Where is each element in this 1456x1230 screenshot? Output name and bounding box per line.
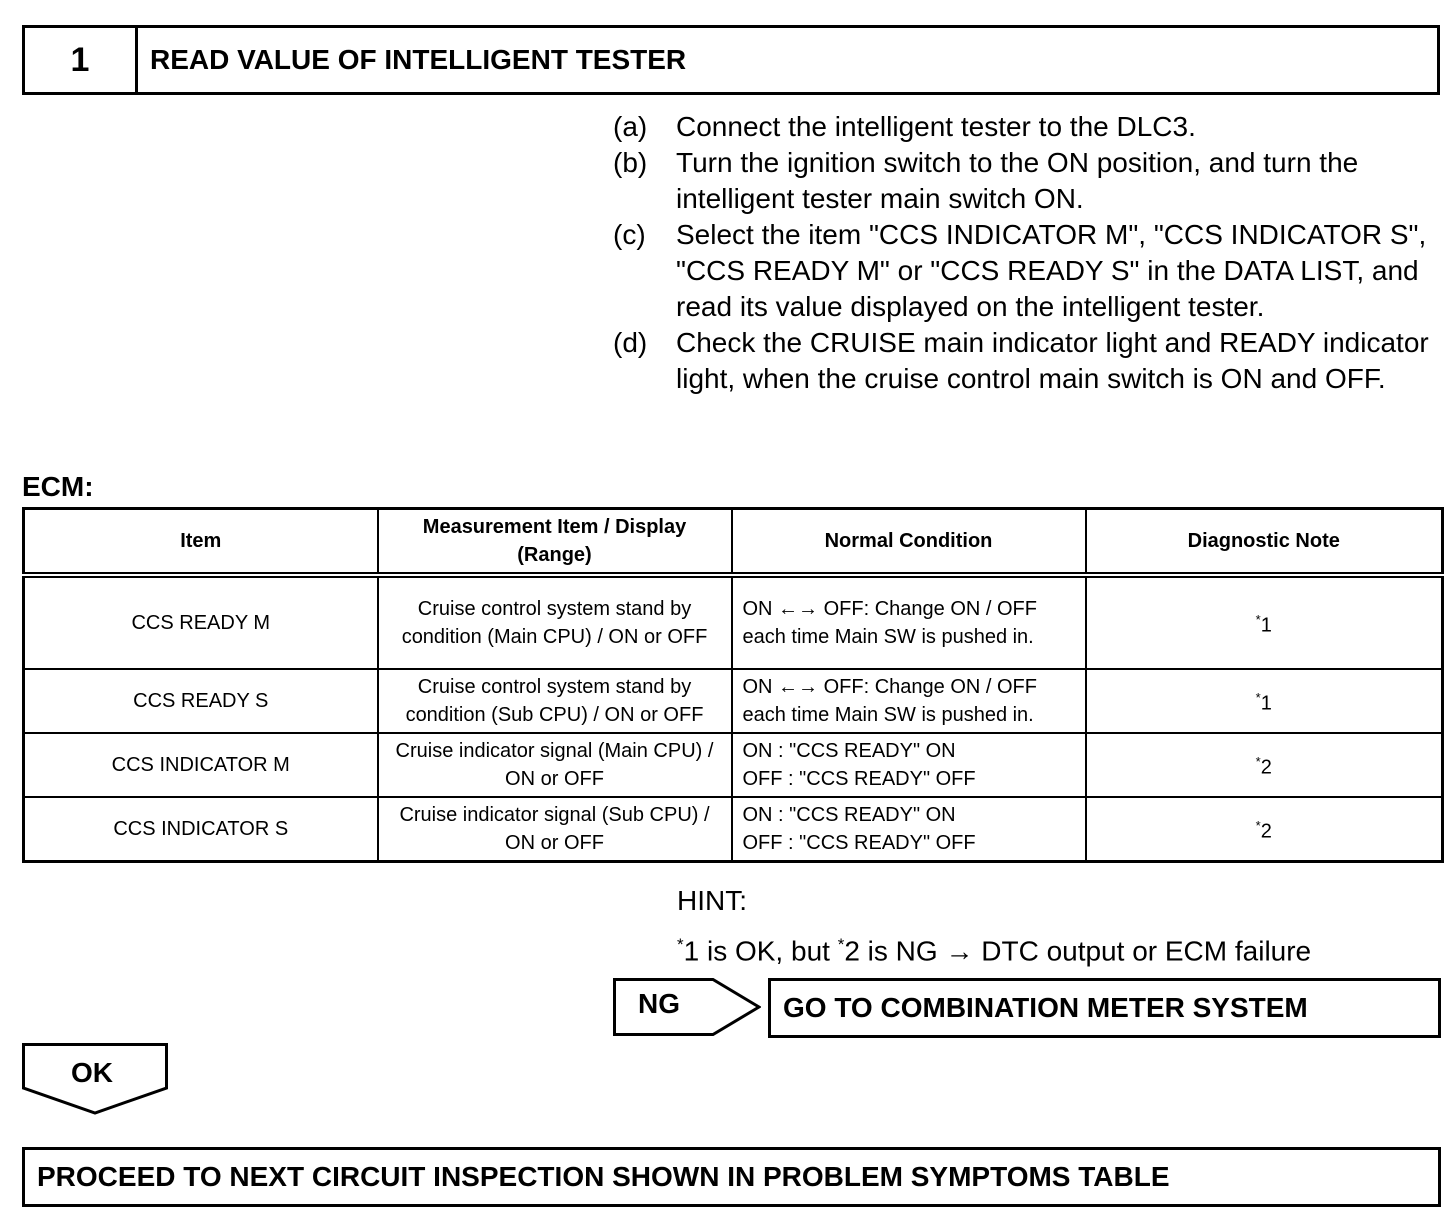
hint-text-part: 2 is NG → DTC output or ECM failure xyxy=(844,935,1312,967)
table-row xyxy=(24,575,1443,669)
step-header xyxy=(22,25,1440,95)
procedure-letter: (d) xyxy=(613,327,648,358)
normal-line: ON ←→ OFF: Change ON / OFF xyxy=(742,598,1037,620)
note-star: * xyxy=(1255,612,1261,628)
normal-line: ON ←→ OFF: Change ON / OFF xyxy=(742,676,1037,698)
ok-label: OK xyxy=(71,1057,113,1088)
ecm-label: ECM: xyxy=(22,471,94,502)
cell-normal-condition xyxy=(732,797,1086,862)
cell-normal-condition xyxy=(732,575,1086,669)
cell-item: CCS INDICATOR S xyxy=(24,797,378,862)
hint-star: * xyxy=(677,935,684,954)
header-item: Item xyxy=(24,509,378,576)
cell-item: CCS READY M xyxy=(24,575,378,669)
normal-line: OFF : "CCS READY" OFF xyxy=(742,832,976,854)
procedure-item xyxy=(613,145,1443,217)
cell-measurement: Cruise control system stand by condition (Sub CPU) / ON or OFF xyxy=(378,669,732,733)
cell-measurement: Cruise indicator signal (Main CPU) / ON or OFF xyxy=(378,733,732,797)
procedure-item xyxy=(613,217,1443,325)
hint-text-part: 1 is OK, but xyxy=(683,935,838,967)
procedure-letter: (a) xyxy=(613,111,648,142)
normal-line: each time Main SW is pushed in. xyxy=(742,626,1034,648)
hint-text xyxy=(677,927,1311,969)
cell-item: CCS READY S xyxy=(24,669,378,733)
note-number: 1 xyxy=(1260,692,1272,715)
note-number: 1 xyxy=(1260,614,1272,637)
normal-line: each time Main SW is pushed in. xyxy=(742,704,1034,726)
header-measurement: Measurement Item / Display (Range) xyxy=(378,509,732,576)
normal-line: ON : "CCS READY" ON xyxy=(742,740,956,762)
procedure-text: Check the CRUISE main indicator light and READY indicator light, when the cruise control main switch is ON and OFF. xyxy=(676,327,1429,394)
table-row xyxy=(24,669,1443,733)
step-title: READ VALUE OF INTELLIGENT TESTER xyxy=(150,44,687,75)
note-number: 2 xyxy=(1260,756,1272,779)
procedure-text: Select the item "CCS INDICATOR M", "CCS INDICATOR S", "CCS READY M" or "CCS READY S" in the DATA LIST, and read its value displayed on the intelligent tester. xyxy=(676,219,1427,322)
ng-arrow-shape xyxy=(613,978,761,1036)
cell-diagnostic-note xyxy=(1086,575,1443,669)
procedure-text: Turn the ignition switch to the ON position, and turn the intelligent tester main switch ON. xyxy=(676,147,1359,214)
cell-measurement: Cruise indicator signal (Sub CPU) / ON or OFF xyxy=(378,797,732,862)
header-normal-condition: Normal Condition xyxy=(732,509,1086,576)
cell-measurement: Cruise control system stand by condition (Main CPU) / ON or OFF xyxy=(378,575,732,669)
ng-arrow xyxy=(613,978,761,1036)
cell-normal-condition xyxy=(732,669,1086,733)
step-number: 1 xyxy=(25,28,138,92)
hint-block xyxy=(677,883,1311,969)
procedure-item xyxy=(613,109,1443,145)
ok-arrow xyxy=(22,1043,168,1115)
note-star: * xyxy=(1255,754,1261,770)
cell-diagnostic-note xyxy=(1086,669,1443,733)
table-header-row xyxy=(24,509,1443,576)
normal-line: ON : "CCS READY" ON xyxy=(742,804,956,826)
note-star: * xyxy=(1255,690,1261,706)
procedure-letter: (b) xyxy=(613,147,648,178)
cell-item: CCS INDICATOR M xyxy=(24,733,378,797)
procedure-text: Connect the intelligent tester to the DLC3. xyxy=(676,111,1196,142)
final-instruction-box: PROCEED TO NEXT CIRCUIT INSPECTION SHOWN IN PROBLEM SYMPTOMS TABLE xyxy=(22,1147,1441,1207)
hint-label: HINT: xyxy=(677,885,747,916)
procedure-list xyxy=(613,109,1443,397)
note-number: 2 xyxy=(1260,820,1272,843)
procedure-letter: (c) xyxy=(613,219,646,250)
header-diagnostic-note: Diagnostic Note xyxy=(1086,509,1443,576)
hint-star: * xyxy=(837,935,845,954)
procedure-item xyxy=(613,325,1443,397)
cell-diagnostic-note xyxy=(1086,733,1443,797)
ecm-data-table xyxy=(22,507,1444,863)
cell-normal-condition xyxy=(732,733,1086,797)
normal-line: OFF : "CCS READY" OFF xyxy=(742,768,976,790)
table-row xyxy=(24,797,1443,862)
ng-label: NG xyxy=(638,988,680,1019)
table-row xyxy=(24,733,1443,797)
ng-target-box: GO TO COMBINATION METER SYSTEM xyxy=(768,978,1441,1038)
note-star: * xyxy=(1255,818,1261,834)
cell-diagnostic-note xyxy=(1086,797,1443,862)
